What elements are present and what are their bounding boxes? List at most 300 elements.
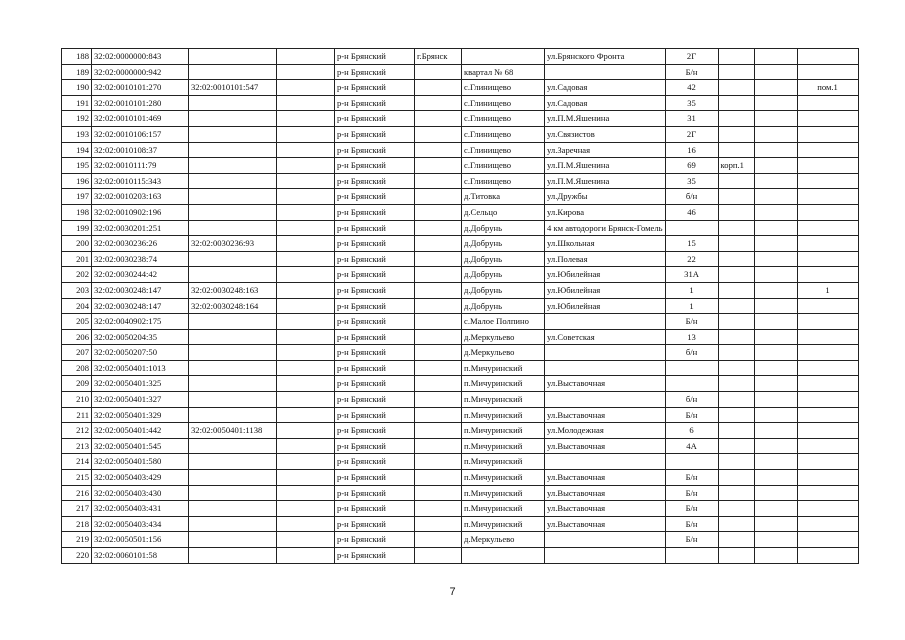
house-number-cell: б/н — [665, 189, 718, 205]
building-cell — [718, 501, 754, 517]
district-cell: р-н Брянский — [335, 470, 415, 486]
house-number-cell — [665, 548, 718, 564]
street-cell: ул.Молодежная — [545, 423, 666, 439]
parent-cadastral-number — [189, 142, 277, 158]
cadastral-number: 32:02:0010203:163 — [92, 189, 189, 205]
cadastral-number: 32:02:0050207:50 — [92, 345, 189, 361]
city-cell — [415, 142, 462, 158]
room-cell — [797, 158, 858, 174]
empty-cell — [277, 329, 335, 345]
locality-cell: п.Мичуринский — [462, 438, 545, 454]
locality-cell: с.Глинищево — [462, 173, 545, 189]
row-number: 204 — [62, 298, 92, 314]
parent-cadastral-number — [189, 438, 277, 454]
district-cell: р-н Брянский — [335, 49, 415, 65]
district-cell: р-н Брянский — [335, 298, 415, 314]
parent-cadastral-number — [189, 501, 277, 517]
empty-cell — [277, 49, 335, 65]
city-cell: г.Брянск — [415, 49, 462, 65]
table-row — [62, 329, 859, 345]
street-cell: ул.Заречная — [545, 142, 666, 158]
empty-cell — [277, 360, 335, 376]
parent-cadastral-number: 32:02:0030236:93 — [189, 236, 277, 252]
room-cell — [797, 345, 858, 361]
parent-cadastral-number — [189, 267, 277, 283]
building-cell — [718, 485, 754, 501]
city-cell — [415, 329, 462, 345]
empty-cell — [277, 516, 335, 532]
empty-cell — [277, 501, 335, 517]
row-number: 208 — [62, 360, 92, 376]
district-cell: р-н Брянский — [335, 80, 415, 96]
table-row — [62, 454, 859, 470]
city-cell — [415, 189, 462, 205]
cadastral-number: 32:02:0010111:79 — [92, 158, 189, 174]
house-number-cell: Б/н — [665, 314, 718, 330]
empty-cell — [277, 376, 335, 392]
row-number: 217 — [62, 501, 92, 517]
empty-cell — [277, 220, 335, 236]
room-cell — [797, 111, 858, 127]
empty-cell — [754, 485, 797, 501]
house-number-cell: 22 — [665, 251, 718, 267]
district-cell: р-н Брянский — [335, 314, 415, 330]
empty-cell — [754, 95, 797, 111]
street-cell: ул.Выставочная — [545, 501, 666, 517]
row-number: 201 — [62, 251, 92, 267]
locality-cell: п.Мичуринский — [462, 454, 545, 470]
table-row — [62, 267, 859, 283]
city-cell — [415, 501, 462, 517]
cadastral-number: 32:02:0050401:325 — [92, 376, 189, 392]
city-cell — [415, 392, 462, 408]
district-cell: р-н Брянский — [335, 95, 415, 111]
city-cell — [415, 282, 462, 298]
row-number: 188 — [62, 49, 92, 65]
city-cell — [415, 80, 462, 96]
empty-cell — [754, 470, 797, 486]
row-number: 218 — [62, 516, 92, 532]
row-number: 205 — [62, 314, 92, 330]
city-cell — [415, 111, 462, 127]
building-cell — [718, 407, 754, 423]
district-cell: р-н Брянский — [335, 329, 415, 345]
street-cell: ул.Юбилейная — [545, 267, 666, 283]
parent-cadastral-number — [189, 407, 277, 423]
parent-cadastral-number: 32:02:0050401:1138 — [189, 423, 277, 439]
empty-cell — [277, 236, 335, 252]
parent-cadastral-number — [189, 189, 277, 205]
row-number: 210 — [62, 392, 92, 408]
empty-cell — [754, 142, 797, 158]
cadastral-number: 32:02:0060101:58 — [92, 548, 189, 564]
house-number-cell: 13 — [665, 329, 718, 345]
locality-cell — [462, 548, 545, 564]
locality-cell: д.Сельцо — [462, 204, 545, 220]
district-cell: р-н Брянский — [335, 438, 415, 454]
street-cell: ул.Брянского Фронта — [545, 49, 666, 65]
parent-cadastral-number — [189, 49, 277, 65]
row-number: 199 — [62, 220, 92, 236]
locality-cell: с.Глинищево — [462, 111, 545, 127]
parent-cadastral-number: 32:02:0030248:164 — [189, 298, 277, 314]
empty-cell — [754, 126, 797, 142]
room-cell — [797, 485, 858, 501]
cadastral-number: 32:02:0050403:434 — [92, 516, 189, 532]
empty-cell — [277, 80, 335, 96]
table-row — [62, 532, 859, 548]
empty-cell — [277, 111, 335, 127]
street-cell — [545, 314, 666, 330]
parent-cadastral-number — [189, 392, 277, 408]
locality-cell: д.Титовка — [462, 189, 545, 205]
room-cell — [797, 95, 858, 111]
room-cell — [797, 64, 858, 80]
parent-cadastral-number — [189, 314, 277, 330]
empty-cell — [754, 392, 797, 408]
house-number-cell: 4А — [665, 438, 718, 454]
building-cell — [718, 345, 754, 361]
district-cell: р-н Брянский — [335, 532, 415, 548]
empty-cell — [277, 126, 335, 142]
table-row — [62, 470, 859, 486]
empty-cell — [754, 267, 797, 283]
row-number: 214 — [62, 454, 92, 470]
parent-cadastral-number — [189, 173, 277, 189]
city-cell — [415, 345, 462, 361]
city-cell — [415, 64, 462, 80]
district-cell: р-н Брянский — [335, 64, 415, 80]
room-cell: пом.1 — [797, 80, 858, 96]
empty-cell — [277, 314, 335, 330]
locality-cell: д.Добрунь — [462, 220, 545, 236]
district-cell: р-н Брянский — [335, 345, 415, 361]
house-number-cell: Б/н — [665, 485, 718, 501]
room-cell — [797, 454, 858, 470]
district-cell: р-н Брянский — [335, 126, 415, 142]
building-cell — [718, 111, 754, 127]
cadastral-number: 32:02:0030248:147 — [92, 298, 189, 314]
building-cell — [718, 392, 754, 408]
row-number: 215 — [62, 470, 92, 486]
street-cell: ул.Юбилейная — [545, 282, 666, 298]
cadastral-number: 32:02:0050401:327 — [92, 392, 189, 408]
row-number: 190 — [62, 80, 92, 96]
cadastral-number: 32:02:0010101:280 — [92, 95, 189, 111]
city-cell — [415, 454, 462, 470]
district-cell: р-н Брянский — [335, 158, 415, 174]
empty-cell — [754, 64, 797, 80]
row-number: 213 — [62, 438, 92, 454]
street-cell: ул.Выставочная — [545, 470, 666, 486]
city-cell — [415, 438, 462, 454]
parent-cadastral-number — [189, 470, 277, 486]
empty-cell — [277, 454, 335, 470]
empty-cell — [277, 95, 335, 111]
street-cell: ул.Садовая — [545, 95, 666, 111]
room-cell — [797, 204, 858, 220]
row-number: 196 — [62, 173, 92, 189]
empty-cell — [277, 189, 335, 205]
locality-cell: п.Мичуринский — [462, 392, 545, 408]
district-cell: р-н Брянский — [335, 516, 415, 532]
room-cell — [797, 376, 858, 392]
row-number: 203 — [62, 282, 92, 298]
city-cell — [415, 532, 462, 548]
district-cell: р-н Брянский — [335, 282, 415, 298]
empty-cell — [754, 407, 797, 423]
house-number-cell: 31 — [665, 111, 718, 127]
empty-cell — [277, 423, 335, 439]
row-number: 202 — [62, 267, 92, 283]
parent-cadastral-number: 32:02:0010101:547 — [189, 80, 277, 96]
street-cell: ул.Юбилейная — [545, 298, 666, 314]
cadastral-number: 32:02:0030238:74 — [92, 251, 189, 267]
room-cell — [797, 438, 858, 454]
table-row — [62, 376, 859, 392]
locality-cell: д.Добрунь — [462, 282, 545, 298]
street-cell: ул.Школьная — [545, 236, 666, 252]
locality-cell: с.Малое Полпино — [462, 314, 545, 330]
empty-cell — [754, 438, 797, 454]
row-number: 189 — [62, 64, 92, 80]
empty-cell — [277, 251, 335, 267]
building-cell — [718, 329, 754, 345]
locality-cell: п.Мичуринский — [462, 516, 545, 532]
cadastral-number: 32:02:0050401:1013 — [92, 360, 189, 376]
house-number-cell: 1 — [665, 282, 718, 298]
empty-cell — [754, 345, 797, 361]
district-cell: р-н Брянский — [335, 173, 415, 189]
room-cell — [797, 314, 858, 330]
house-number-cell: Б/н — [665, 532, 718, 548]
house-number-cell: 6 — [665, 423, 718, 439]
room-cell — [797, 189, 858, 205]
house-number-cell — [665, 360, 718, 376]
room-cell — [797, 532, 858, 548]
locality-cell: п.Мичуринский — [462, 423, 545, 439]
empty-cell — [754, 516, 797, 532]
building-cell — [718, 298, 754, 314]
city-cell — [415, 360, 462, 376]
locality-cell: п.Мичуринский — [462, 376, 545, 392]
cadastral-number: 32:02:0010115:343 — [92, 173, 189, 189]
building-cell — [718, 236, 754, 252]
cadastral-number: 32:02:0010101:469 — [92, 111, 189, 127]
room-cell — [797, 220, 858, 236]
street-cell: ул.П.М.Яшенина — [545, 111, 666, 127]
row-number: 207 — [62, 345, 92, 361]
empty-cell — [754, 204, 797, 220]
locality-cell: п.Мичуринский — [462, 407, 545, 423]
cadastral-number: 32:02:0040902:175 — [92, 314, 189, 330]
empty-cell — [754, 220, 797, 236]
parent-cadastral-number — [189, 516, 277, 532]
locality-cell: д.Добрунь — [462, 267, 545, 283]
parent-cadastral-number — [189, 376, 277, 392]
room-cell — [797, 548, 858, 564]
district-cell: р-н Брянский — [335, 501, 415, 517]
city-cell — [415, 516, 462, 532]
house-number-cell: 2Г — [665, 126, 718, 142]
building-cell — [718, 173, 754, 189]
room-cell — [797, 236, 858, 252]
empty-cell — [754, 251, 797, 267]
parent-cadastral-number — [189, 251, 277, 267]
house-number-cell: 31А — [665, 267, 718, 283]
building-cell — [718, 95, 754, 111]
locality-cell: д.Добрунь — [462, 298, 545, 314]
room-cell — [797, 516, 858, 532]
table-row — [62, 64, 859, 80]
empty-cell — [277, 158, 335, 174]
table-row — [62, 423, 859, 439]
empty-cell — [754, 236, 797, 252]
table-row — [62, 251, 859, 267]
cadastral-number: 32:02:0030248:147 — [92, 282, 189, 298]
empty-cell — [277, 438, 335, 454]
table-row — [62, 345, 859, 361]
row-number: 211 — [62, 407, 92, 423]
city-cell — [415, 376, 462, 392]
building-cell — [718, 438, 754, 454]
page-number: 7 — [449, 586, 456, 598]
room-cell — [797, 360, 858, 376]
empty-cell — [754, 111, 797, 127]
locality-cell: п.Мичуринский — [462, 485, 545, 501]
street-cell: ул.Дружбы — [545, 189, 666, 205]
empty-cell — [277, 532, 335, 548]
table-row — [62, 501, 859, 517]
street-cell: ул.Выставочная — [545, 516, 666, 532]
building-cell — [718, 251, 754, 267]
room-cell — [797, 49, 858, 65]
city-cell — [415, 423, 462, 439]
district-cell: р-н Брянский — [335, 485, 415, 501]
city-cell — [415, 173, 462, 189]
district-cell: р-н Брянский — [335, 236, 415, 252]
street-cell: ул.Выставочная — [545, 376, 666, 392]
street-cell: ул.Кирова — [545, 204, 666, 220]
district-cell: р-н Брянский — [335, 251, 415, 267]
parent-cadastral-number — [189, 204, 277, 220]
building-cell — [718, 220, 754, 236]
city-cell — [415, 267, 462, 283]
room-cell — [797, 298, 858, 314]
building-cell — [718, 80, 754, 96]
locality-cell: квартал № 68 — [462, 64, 545, 80]
empty-cell — [277, 282, 335, 298]
street-cell: ул.Выставочная — [545, 407, 666, 423]
empty-cell — [754, 189, 797, 205]
city-cell — [415, 485, 462, 501]
street-cell: ул.Садовая — [545, 80, 666, 96]
table-row — [62, 392, 859, 408]
table-row — [62, 314, 859, 330]
locality-cell: п.Мичуринский — [462, 470, 545, 486]
street-cell — [545, 64, 666, 80]
parent-cadastral-number — [189, 329, 277, 345]
district-cell: р-н Брянский — [335, 220, 415, 236]
locality-cell: п.Мичуринский — [462, 501, 545, 517]
building-cell — [718, 454, 754, 470]
empty-cell — [754, 548, 797, 564]
street-cell: ул.П.М.Яшенина — [545, 158, 666, 174]
cadastral-number: 32:02:0010902:196 — [92, 204, 189, 220]
building-cell — [718, 360, 754, 376]
row-number: 212 — [62, 423, 92, 439]
room-cell — [797, 126, 858, 142]
empty-cell — [754, 501, 797, 517]
empty-cell — [277, 173, 335, 189]
parent-cadastral-number: 32:02:0030248:163 — [189, 282, 277, 298]
room-cell — [797, 392, 858, 408]
cadastral-number: 32:02:0000000:843 — [92, 49, 189, 65]
cadastral-number: 32:02:0010101:270 — [92, 80, 189, 96]
locality-cell: с.Глинищево — [462, 158, 545, 174]
building-cell — [718, 548, 754, 564]
locality-cell: с.Глинищево — [462, 95, 545, 111]
district-cell: р-н Брянский — [335, 189, 415, 205]
house-number-cell: б/н — [665, 345, 718, 361]
empty-cell — [754, 173, 797, 189]
city-cell — [415, 236, 462, 252]
room-cell — [797, 423, 858, 439]
house-number-cell: б/н — [665, 392, 718, 408]
city-cell — [415, 314, 462, 330]
table-row — [62, 126, 859, 142]
empty-cell — [277, 267, 335, 283]
table-row — [62, 438, 859, 454]
room-cell — [797, 173, 858, 189]
parent-cadastral-number — [189, 532, 277, 548]
building-cell: корп.1 — [718, 158, 754, 174]
parent-cadastral-number — [189, 345, 277, 361]
city-cell — [415, 220, 462, 236]
cadastral-number: 32:02:0030236:26 — [92, 236, 189, 252]
room-cell — [797, 142, 858, 158]
street-cell — [545, 360, 666, 376]
building-cell — [718, 516, 754, 532]
city-cell — [415, 126, 462, 142]
cadastral-number: 32:02:0050401:442 — [92, 423, 189, 439]
parent-cadastral-number — [189, 126, 277, 142]
street-cell: ул.Полевая — [545, 251, 666, 267]
empty-cell — [277, 345, 335, 361]
building-cell — [718, 204, 754, 220]
building-cell — [718, 470, 754, 486]
parent-cadastral-number — [189, 485, 277, 501]
empty-cell — [754, 158, 797, 174]
empty-cell — [754, 454, 797, 470]
table-row — [62, 236, 859, 252]
room-cell — [797, 470, 858, 486]
table-row — [62, 49, 859, 65]
row-number: 198 — [62, 204, 92, 220]
empty-cell — [754, 49, 797, 65]
district-cell: р-н Брянский — [335, 454, 415, 470]
row-number: 194 — [62, 142, 92, 158]
city-cell — [415, 95, 462, 111]
house-number-cell — [665, 376, 718, 392]
street-cell — [545, 345, 666, 361]
house-number-cell: 35 — [665, 173, 718, 189]
street-cell: ул.П.М.Яшенина — [545, 173, 666, 189]
empty-cell — [754, 298, 797, 314]
row-number: 193 — [62, 126, 92, 142]
table-row — [62, 220, 859, 236]
street-cell — [545, 392, 666, 408]
